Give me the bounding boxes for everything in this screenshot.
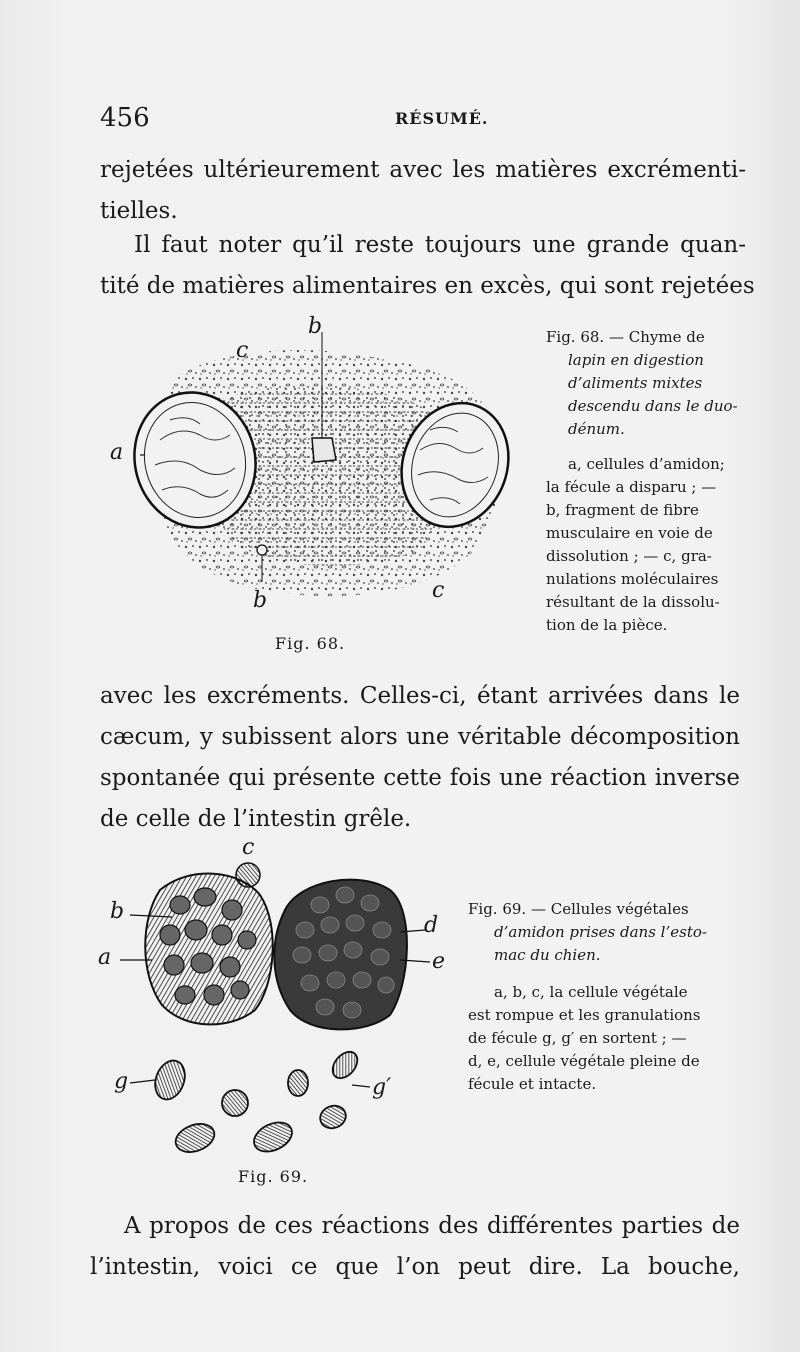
- figure-69-letter-d: d: [424, 913, 439, 938]
- figure-68-letter-c-top: c: [236, 338, 249, 363]
- figure-69: [90, 835, 460, 1195]
- figure-69-engraving: [90, 835, 460, 1195]
- figure-69-label: Fig. 69.: [238, 1167, 309, 1186]
- text-line: tielles.: [100, 198, 178, 224]
- text-line: l’intestin, voici ce que l’on peut dire. La bouche,: [90, 1254, 740, 1280]
- page-header: [100, 103, 750, 137]
- caption-body-line: nulations moléculaires: [546, 570, 719, 588]
- intact-cell: [274, 880, 407, 1030]
- caption-body-line: a, cellules d’amidon;: [568, 455, 725, 473]
- running-title: RÉSUMÉ.: [395, 109, 489, 128]
- figure-68-letter-b-bottom: b: [253, 588, 268, 613]
- paragraph-1: [100, 150, 746, 232]
- figure-68-letter-c-bottom: c: [432, 578, 445, 603]
- text-line: A propos de ces réactions des différentes parties de: [124, 1213, 740, 1239]
- caption-body-line: d, e, cellule végétale pleine de: [468, 1052, 700, 1070]
- caption-body-line: la fécule a disparu ; —: [546, 478, 717, 496]
- caption-body-line: résultant de la dissolu-: [546, 593, 720, 611]
- figure-68: [100, 314, 540, 660]
- figure-68-label: Fig. 68.: [275, 634, 346, 653]
- page-number: 456: [100, 103, 150, 133]
- starch-granules: [150, 1047, 362, 1157]
- caption-body-line: de fécule g, g′ en sortent ; —: [468, 1029, 687, 1047]
- caption-title-line: descendu dans le duo-: [568, 397, 738, 415]
- caption-body-line: b, fragment de fibre: [546, 501, 699, 519]
- figure-69-caption: [468, 898, 744, 1096]
- caption-body-line: tion de la pièce.: [546, 616, 668, 634]
- caption-body-line: dissolution ; — c, gra-: [546, 547, 712, 565]
- text-line: avec les excréments. Celles-ci, étant arrivées dans le: [100, 683, 740, 709]
- text-line: spontanée qui présente cette fois une réaction inverse: [100, 765, 740, 791]
- text-line: Il faut noter qu’il reste toujours une grande quan-: [134, 232, 746, 258]
- text-line: cæcum, y subissent alors une véritable décomposition: [100, 724, 740, 750]
- caption-body-line: est rompue et les granulations: [468, 1006, 701, 1024]
- caption-title-line: d’amidon prises dans l’esto-: [494, 923, 707, 941]
- figure-69-letter-a: a: [98, 945, 112, 970]
- paragraph-4: [90, 1206, 740, 1288]
- figure-69-letter-b: b: [110, 899, 125, 924]
- figure-69-letter-c: c: [242, 835, 255, 860]
- text-line: tité de matières alimentaires en excès, qui sont rejetées: [100, 273, 755, 299]
- caption-title-line: Fig. 68. — Chyme de: [546, 328, 705, 346]
- paragraph-3: [100, 676, 740, 840]
- caption-title-line: d’aliments mixtes: [568, 374, 703, 392]
- caption-title-line: Fig. 69. — Cellules végétales: [468, 900, 689, 918]
- figure-69-letter-e: e: [432, 949, 446, 974]
- caption-title-line: mac du chien.: [494, 946, 601, 964]
- figure-68-caption: [546, 326, 742, 637]
- figure-69-letter-g: g: [114, 1069, 129, 1094]
- text-line: rejetées ultérieurement avec les matières excrémenti-: [100, 157, 746, 183]
- caption-body-line: a, b, c, la cellule végétale: [494, 983, 688, 1001]
- text-line: de celle de l’intestin grêle.: [100, 806, 412, 832]
- paragraph-2: [100, 225, 755, 307]
- figure-68-engraving: [100, 320, 540, 660]
- figure-68-letter-a: a: [110, 440, 124, 465]
- ruptured-cell: [145, 863, 272, 1024]
- figure-68-letter-b-top: b: [308, 314, 323, 339]
- caption-body-line: fécule et intacte.: [468, 1075, 597, 1093]
- caption-title-line: lapin en digestion: [568, 351, 704, 369]
- caption-title-line: dénum.: [568, 420, 625, 438]
- caption-body-line: musculaire en voie de: [546, 524, 713, 542]
- figure-69-letter-g-prime: g′: [372, 1075, 392, 1100]
